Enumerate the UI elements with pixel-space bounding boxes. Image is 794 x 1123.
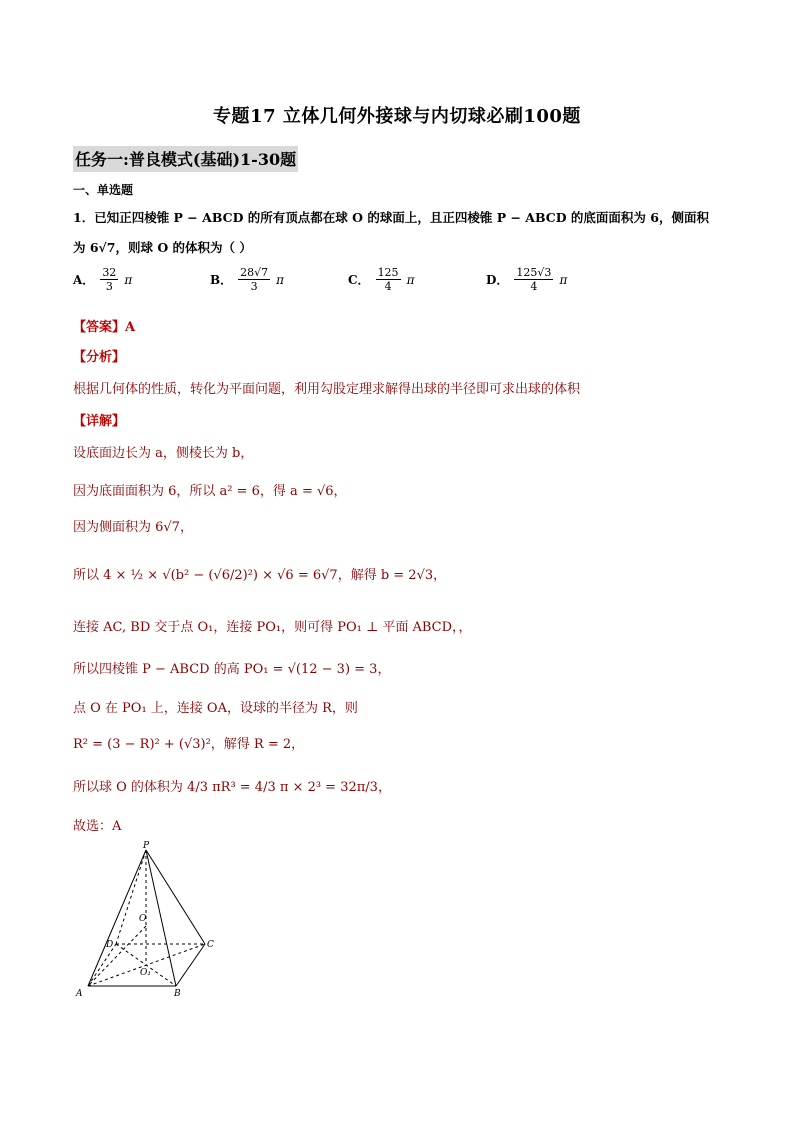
detail-tag: 【详解】	[73, 414, 126, 429]
label-O: O	[139, 914, 147, 924]
numerator: 28√7	[240, 266, 269, 279]
step-3: 因为侧面积为 6√7，	[73, 520, 193, 535]
answer: 【答案】A	[73, 320, 136, 335]
denominator: 3	[250, 280, 258, 293]
fraction	[376, 266, 401, 293]
fraction	[100, 266, 118, 293]
step-1: 设底面边长为 a，侧棱长为 b，	[73, 446, 254, 461]
label-A: A	[76, 989, 83, 999]
edge-PC	[146, 850, 205, 944]
pi-symbol: π	[406, 272, 415, 287]
diagonal-BD	[116, 944, 176, 986]
step-10: 故选：A	[73, 819, 122, 834]
analysis-tag: 【分析】	[73, 350, 126, 365]
pi-symbol: π	[276, 272, 285, 287]
denominator: 3	[105, 280, 113, 293]
question-line-2: 为 6√7，则球 O 的体积为（ ）	[73, 240, 252, 255]
numerator: 32	[102, 266, 117, 279]
option-b	[210, 266, 284, 293]
denominator: 4	[530, 280, 538, 293]
step-9: 所以球 O 的体积为 4/3 πR³ = 4/3 π × 2³ = 32π/3，	[73, 780, 391, 795]
option-a	[73, 266, 132, 293]
label-P: P	[143, 841, 150, 851]
option-d	[486, 266, 567, 293]
pyramid-figure	[70, 838, 230, 1003]
step-2: 因为底面面积为 6，所以 a² = 6，得 a = √6，	[73, 484, 347, 499]
option-label: A．	[73, 273, 95, 287]
analysis-text: 根据几何体的性质，转化为平面问题，利用勾股定理求解得出球的半径即可求出球的体积	[73, 382, 581, 397]
edge-BC	[176, 944, 205, 986]
page-title: 专题17 立体几何外接球与内切球必刷100题	[213, 106, 581, 127]
step-8: R² = (3 − R)² + (√3)²，解得 R = 2，	[73, 737, 305, 752]
task-heading: 任务一:普良模式(基础)1-30题	[73, 146, 298, 172]
fraction	[514, 266, 553, 293]
label-C: C	[207, 940, 214, 950]
label-D: D	[106, 940, 114, 950]
edge-AD	[88, 944, 116, 986]
edge-PB	[146, 850, 176, 986]
fraction	[238, 266, 270, 293]
option-label: D．	[486, 273, 509, 287]
numerator: 125√3	[516, 266, 552, 279]
label-O1: O₁	[140, 968, 151, 978]
pi-symbol: π	[124, 272, 133, 287]
pi-symbol: π	[559, 272, 568, 287]
step-7: 点 O 在 PO₁ 上，连接 OA，设球的半径为 R，则	[73, 701, 358, 716]
option-label: C．	[348, 273, 370, 287]
label-B: B	[174, 989, 181, 999]
segment-OA	[88, 926, 146, 986]
edge-PA	[88, 850, 146, 986]
step-4: 所以 4 × ½ × √(b² − (√6/2)²) × √6 = 6√7，解得 b = 2√3，	[73, 568, 447, 583]
question-line-1: 1．已知正四棱锥 P − ABCD 的所有顶点都在球 O 的球面上，且正四棱锥 P − ABCD 的底面面积为 6，侧面积	[73, 210, 709, 225]
denominator: 4	[384, 280, 392, 293]
numerator: 125	[377, 266, 399, 279]
edge-PD	[116, 850, 146, 944]
option-c	[348, 266, 414, 293]
step-5: 连接 AC, BD 交于点 O₁，连接 PO₁，则可得 PO₁ ⊥ 平面 ABCD，，	[73, 620, 472, 635]
option-label: B．	[210, 273, 233, 287]
section-heading: 一、单选题	[73, 183, 134, 197]
step-6: 所以四棱锥 P − ABCD 的高 PO₁ = √(12 − 3) = 3，	[73, 662, 391, 677]
